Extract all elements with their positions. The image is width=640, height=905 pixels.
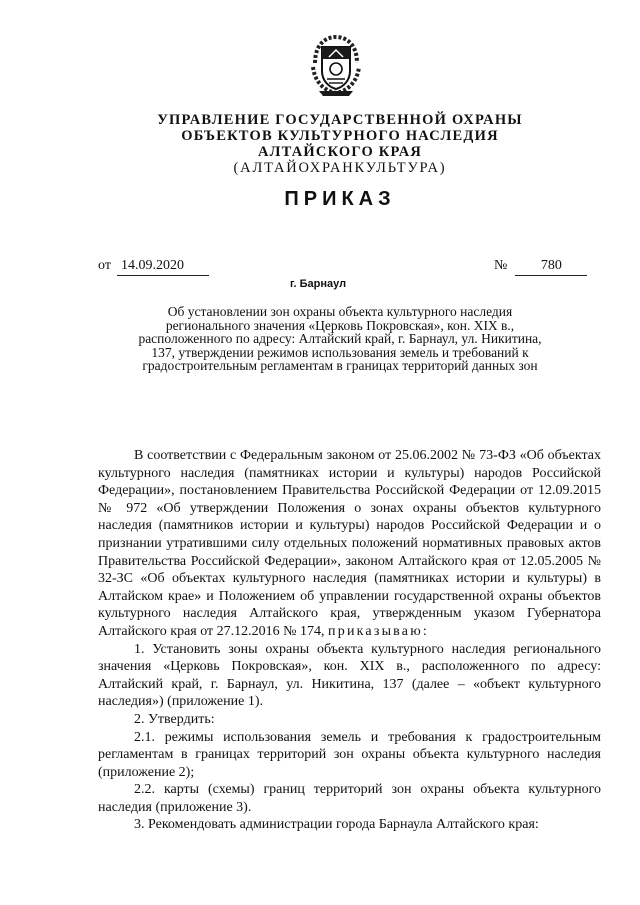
document-title: ПРИКАЗ: [284, 188, 396, 210]
order-word: приказываю:: [328, 623, 429, 639]
order-item: 3. Рекомендовать администрации города Барнаула Алтайского края:: [134, 817, 539, 833]
number-value: 780: [515, 258, 587, 276]
organization-name-line: ОБЪЕКТОВ КУЛЬТУРНОГО НАСЛЕДИЯ: [181, 128, 499, 144]
date-prefix: от: [98, 258, 111, 273]
organization-name-line: УПРАВЛЕНИЕ ГОСУДАРСТВЕННОЙ ОХРАНЫ: [157, 112, 523, 128]
organization-name-line: АЛТАЙСКОГО КРАЯ: [257, 144, 423, 160]
document-number: [494, 258, 587, 276]
altai-krai-coat-of-arms-icon: [305, 33, 367, 99]
number-prefix: №: [494, 258, 508, 273]
document-date: [98, 258, 209, 276]
order-item: 2.2. карты (схемы) границ территорий зон охраны объекта культурного наследия (приложение 3).: [98, 782, 601, 815]
document-body: [98, 447, 601, 834]
preamble-text: В соответствии с Федеральным законом от 25.06.2002 № 73-ФЗ «Об объектах культурного наследия (памятниках истории и культуры) народов Российской Федерации», постановлением Правительства Российской Федерации от 12.09.2015 № 972 «Об утверждении Положения о зонах охраны объектов культурного наследия (памятников истории и культуры) народов Российской Федерации и о признании утратившими силу отдельных положений нормативных правовых актов Правительства Российской Федерации», законом Алтайского края от 12.05.2005 № 32-ЗС «Об объектах культурного наследия (памятниках истории и культуры) в Алтайском крае» и Положением об управлении государственной охраны объектов культурного наследия Алтайского края, утвержденным указом Губернатора Алтайского края от 27.12.2016 № 174,: [98, 448, 601, 639]
organization-short-name: (АЛТАЙОХРАНКУЛЬТУРА): [233, 160, 447, 176]
preamble-paragraph: [98, 447, 601, 641]
order-item: 1. Установить зоны охраны объекта культурного наследия регионального значения «Церковь Покровская», кон. XIX в., расположенного по адресу: Алтайский край, г. Барнаул, ул. Никитина, 137 (далее – «объект культурного наследия») (приложение 1).: [98, 641, 601, 710]
document-subject: Об установлении зон охраны объекта культурного наследия регионального значения «Церковь Покровская», кон. XIX в., расположенного по адресу: Алтайский край, г. Барнаул, ул. Никитина, 137, утверждении режимов использования земель и требований к градостроительным регламентам в границах территорий данных зон: [138, 304, 542, 373]
document-city: г. Барнаул: [290, 278, 347, 290]
order-item: 2.1. режимы использования земель и требования к градостроительным регламентам в границах территорий зон охраны объекта культурного наследия (приложение 2);: [98, 729, 601, 780]
organization-header: [140, 112, 540, 177]
order-item: 2. Утвердить:: [134, 711, 215, 727]
date-value: 14.09.2020: [117, 258, 209, 276]
